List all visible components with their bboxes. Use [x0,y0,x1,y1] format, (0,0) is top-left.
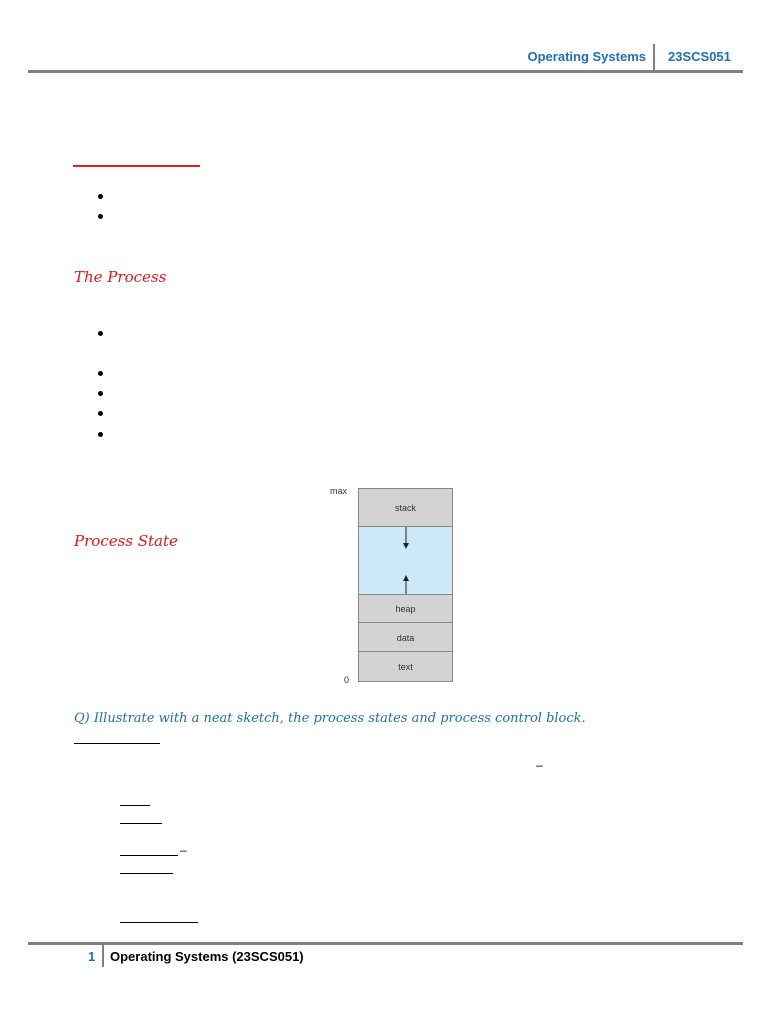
question-text: Q) Illustrate with a neat sketch, the process states and process control block. [74,711,586,726]
footer-separator [102,945,104,967]
footer-rule [28,942,743,945]
segment-heap [358,594,453,623]
segment-stack [358,488,453,527]
header-course-code: 23SCS051 [668,49,731,64]
label-max: max [330,486,348,496]
dash-mark: – [180,843,187,857]
bullet-marker [98,432,103,437]
term-underline [120,805,150,806]
segment-stack-label: stack [394,503,416,513]
segment-text [358,651,453,682]
heading-the-process: The Process [74,268,167,286]
answer-underline [74,743,160,744]
bullet-marker [98,411,103,416]
footer-page-number: 1 [88,949,96,964]
process-memory-diagram [322,482,462,688]
heading-process-state: Process State [74,532,178,550]
term-underline [120,823,162,824]
growth-arrows [359,527,454,596]
term-underline [120,873,173,874]
header-separator [653,44,655,70]
header-title: Operating Systems [527,49,646,64]
segment-text-label: text [398,662,413,672]
footer-text: Operating Systems (23SCS051) [110,949,304,964]
bullet-marker [98,391,103,396]
bullet-marker [98,371,103,376]
section-underline-red [73,165,200,167]
segment-data-label: data [396,633,415,643]
term-underline [120,922,198,923]
bullet-marker [98,214,103,219]
header-rule [28,70,743,73]
bullet-marker [98,194,103,199]
segment-data [358,622,453,652]
term-underline [120,855,178,856]
segment-heap-label: heap [395,604,416,614]
dash-mark: – [536,758,543,772]
bullet-marker [98,331,103,336]
label-zero: 0 [344,675,350,685]
segment-free-space [358,526,453,595]
